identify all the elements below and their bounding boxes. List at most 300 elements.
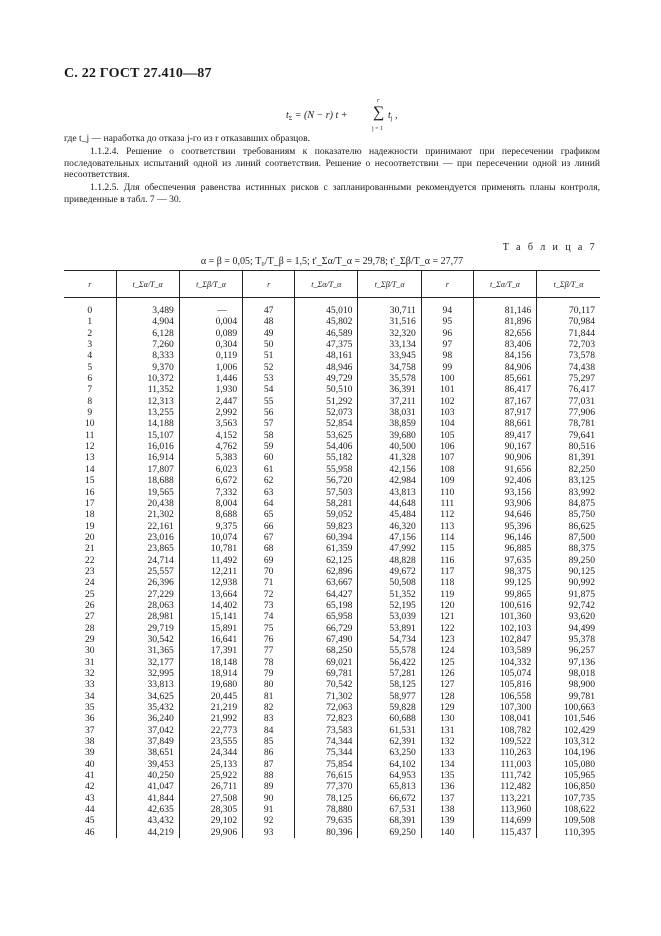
table-cell: 81,391 xyxy=(537,452,600,463)
table-cell: 57,503 xyxy=(295,487,358,498)
column-header: t_Σβ/T_α xyxy=(358,271,421,298)
table-cell: 52,854 xyxy=(295,418,358,429)
table-cell: 98 xyxy=(421,350,473,361)
table-cell: 77,906 xyxy=(537,407,600,418)
table-cell: 3,563 xyxy=(179,418,242,429)
table-cell: 2,992 xyxy=(179,407,242,418)
table-cell: 27,508 xyxy=(179,793,242,804)
table-cell: 51 xyxy=(243,350,295,361)
table-cell: 60 xyxy=(243,452,295,463)
table-cell: 134 xyxy=(421,759,473,770)
table-cell: 138 xyxy=(421,804,473,815)
table-cell: 121 xyxy=(421,611,473,622)
table-cell: 55,578 xyxy=(358,645,421,656)
table-cell: 33,813 xyxy=(116,679,179,690)
table-cell: 58,281 xyxy=(295,498,358,509)
table-row xyxy=(64,815,600,826)
formula-sum-sup: r xyxy=(377,98,380,104)
table-cell: 50,510 xyxy=(295,384,358,395)
table-cell: 95 xyxy=(421,316,473,327)
table-cell: 96,146 xyxy=(473,532,536,543)
table-cell: 64,427 xyxy=(295,589,358,600)
table-cell: 83,992 xyxy=(537,487,600,498)
table-cell: 33 xyxy=(84,679,95,691)
table-cell: 130 xyxy=(421,713,473,724)
table-cell: 128 xyxy=(421,691,473,702)
table-cell: 111,742 xyxy=(473,770,536,781)
table-cell: 95,396 xyxy=(473,521,536,532)
table-cell: 0 xyxy=(87,305,93,316)
table-cell: 45,010 xyxy=(295,298,358,317)
table-cell: 77,370 xyxy=(295,781,358,792)
table-cell: 31,516 xyxy=(358,316,421,327)
table-cell: 47,156 xyxy=(358,532,421,543)
table-cell: 26,711 xyxy=(179,781,242,792)
table-cell: 13 xyxy=(84,452,95,464)
table-cell: 100 xyxy=(421,373,473,384)
table-cell: 55,182 xyxy=(295,452,358,463)
table-cell: 86,625 xyxy=(537,521,600,532)
table-cell: 84,906 xyxy=(473,362,536,373)
table-cell: 25,922 xyxy=(179,770,242,781)
table-row xyxy=(64,657,600,668)
table-cell: 56,720 xyxy=(295,475,358,486)
table-cell: 66,729 xyxy=(295,623,358,634)
table-cell: 19 xyxy=(84,520,95,532)
table-cell: 55,958 xyxy=(295,464,358,475)
table-cell: 46,589 xyxy=(295,328,358,339)
table-cell: 6,672 xyxy=(179,475,242,486)
table-cell: 78,781 xyxy=(537,418,600,429)
table-row xyxy=(64,430,600,441)
table-cell: 133 xyxy=(421,747,473,758)
table-cell: 89,250 xyxy=(537,555,600,566)
table-cell: 91,656 xyxy=(473,464,536,475)
table-cell: 80 xyxy=(243,679,295,690)
table-cell: 7,332 xyxy=(179,487,242,498)
table-cell: 48 xyxy=(243,316,295,327)
table-row xyxy=(64,691,600,702)
table-cell: 12,211 xyxy=(179,566,242,577)
table-row xyxy=(64,498,600,509)
table-cell: 76,615 xyxy=(295,770,358,781)
table-cell: 33,134 xyxy=(358,339,421,350)
table-cell: 90,167 xyxy=(473,441,536,452)
table-cell: 36 xyxy=(84,713,95,725)
table-row xyxy=(64,804,600,815)
table-cell: 69,250 xyxy=(358,827,421,838)
table-cell: 56 xyxy=(243,407,295,418)
table-cell: 57 xyxy=(243,418,295,429)
table-cell: 75,344 xyxy=(295,747,358,758)
table-cell: 88 xyxy=(243,770,295,781)
table-cell: 49,672 xyxy=(358,566,421,577)
table-cell: 88,661 xyxy=(473,418,536,429)
table-cell: 11,352 xyxy=(116,384,179,395)
table-cell: 52 xyxy=(243,362,295,373)
table-cell: 36,391 xyxy=(358,384,421,395)
table-cell: 82,656 xyxy=(473,328,536,339)
table-cell: 79,641 xyxy=(537,430,600,441)
table-cell: 83,125 xyxy=(537,475,600,486)
table-cell: 14,188 xyxy=(116,418,179,429)
table-cell: 48,161 xyxy=(295,350,358,361)
table-cell: 21 xyxy=(84,543,95,555)
table-cell: 59,823 xyxy=(295,521,358,532)
table-row xyxy=(64,747,600,758)
table-cell: 101,546 xyxy=(537,713,600,724)
table-cell: 65,958 xyxy=(295,611,358,622)
table-cell: 24 xyxy=(84,577,95,589)
table-cell: 108,622 xyxy=(537,804,600,815)
table-cell: 26,396 xyxy=(116,577,179,588)
column-header: t_Σβ/T_α xyxy=(179,271,242,298)
table-cell: 19,680 xyxy=(179,679,242,690)
table-cell: 63,250 xyxy=(358,747,421,758)
table-cell: 71,302 xyxy=(295,691,358,702)
table-cell: 44 xyxy=(84,804,95,816)
table-cell: 11,492 xyxy=(179,555,242,566)
table-cell: 96 xyxy=(421,328,473,339)
table-cell: 78,125 xyxy=(295,793,358,804)
table-cell: 136 xyxy=(421,781,473,792)
page-header: С. 22 ГОСТ 27.410—87 xyxy=(64,66,212,81)
table-cell: 68,250 xyxy=(295,645,358,656)
table-cell: 34,625 xyxy=(116,691,179,702)
table-cell: 42,984 xyxy=(358,475,421,486)
table-cell: 70,542 xyxy=(295,679,358,690)
table-cell: 69,021 xyxy=(295,657,358,668)
table-cell: 108 xyxy=(421,464,473,475)
table-cell: 61,531 xyxy=(358,725,421,736)
table-cell: 10,781 xyxy=(179,543,242,554)
table-cell: 60,688 xyxy=(358,713,421,724)
table-cell: 22,773 xyxy=(179,725,242,736)
table-row xyxy=(64,441,600,452)
table-cell: 1 xyxy=(87,316,93,328)
table-cell: 18 xyxy=(84,509,95,521)
table-cell: 33,945 xyxy=(358,350,421,361)
table-cell: 55 xyxy=(243,396,295,407)
formula xyxy=(286,98,436,136)
table-row xyxy=(64,373,600,384)
table-cell: 37,849 xyxy=(116,736,179,747)
table-cell: 94 xyxy=(421,298,473,317)
table-caption: Т а б л и ц а 7 xyxy=(502,242,597,253)
table-cell: 67,531 xyxy=(358,804,421,815)
table-cell: 28,063 xyxy=(116,600,179,611)
table-cell: 105,074 xyxy=(473,668,536,679)
table-cell: 9,370 xyxy=(116,362,179,373)
table-cell: 46,320 xyxy=(358,521,421,532)
table-cell: 45,802 xyxy=(295,316,358,327)
table-cell: 75,854 xyxy=(295,759,358,770)
table-row xyxy=(64,396,600,407)
table-cell: 93,620 xyxy=(537,611,600,622)
table-cell: 91 xyxy=(243,804,295,815)
table-cell: 102,847 xyxy=(473,634,536,645)
table-cell: 115,437 xyxy=(473,827,536,838)
table-cell: 81 xyxy=(243,691,295,702)
table-cell: 41 xyxy=(84,770,95,782)
table-cell: 88,375 xyxy=(537,543,600,554)
table-cell: 7,260 xyxy=(116,339,179,350)
table-cell: 93,156 xyxy=(473,487,536,498)
table-row xyxy=(64,328,600,339)
table-cell: 63,667 xyxy=(295,577,358,588)
table-cell: 49,729 xyxy=(295,373,358,384)
table-row xyxy=(64,736,600,747)
table-cell: 40,500 xyxy=(358,441,421,452)
table-cell: 0,119 xyxy=(179,350,242,361)
table-row xyxy=(64,679,600,690)
table-row xyxy=(64,589,600,600)
table-cell: 113,960 xyxy=(473,804,536,815)
table-row xyxy=(64,543,600,554)
table-cell: 111 xyxy=(421,498,473,509)
data-table xyxy=(64,270,600,838)
table-cell: 99,865 xyxy=(473,589,536,600)
table-cell: 48,946 xyxy=(295,362,358,373)
table-cell: 18,148 xyxy=(179,657,242,668)
table-cell: 32 xyxy=(84,668,95,679)
table-cell: 59,828 xyxy=(358,702,421,713)
column-header: r xyxy=(64,271,116,298)
table-cell: 111,003 xyxy=(473,759,536,770)
column-header: t_Σα/T_α xyxy=(116,271,179,298)
table-cell: 84 xyxy=(243,725,295,736)
table-cell: 18,914 xyxy=(179,668,242,679)
table-cell: 65 xyxy=(243,509,295,520)
table-cell: 61,359 xyxy=(295,543,358,554)
table-cell: 64,953 xyxy=(358,770,421,781)
table-cell: 105,965 xyxy=(537,770,600,781)
table-cell: 78,880 xyxy=(295,804,358,815)
table-cell: 50 xyxy=(243,339,295,350)
table-row xyxy=(64,362,600,373)
table-row xyxy=(64,623,600,634)
table-cell: 123 xyxy=(421,634,473,645)
table-cell: 95,378 xyxy=(537,634,600,645)
table-cell: 80,396 xyxy=(295,827,358,838)
table-cell: 32,995 xyxy=(116,668,179,679)
table-cell: 112,482 xyxy=(473,781,536,792)
table-cell: 82,250 xyxy=(537,464,600,475)
table-cell: 32,177 xyxy=(116,657,179,668)
table-cell: 31 xyxy=(84,656,95,668)
table-cell: 66 xyxy=(243,521,295,532)
table-cell: 37,211 xyxy=(358,396,421,407)
table-cell: 85 xyxy=(243,736,295,747)
table-cell: 23,555 xyxy=(179,736,242,747)
table-cell: 122 xyxy=(421,623,473,634)
table-row xyxy=(64,611,600,622)
sum-symbol: ∑ xyxy=(373,104,385,121)
table-cell: 85,661 xyxy=(473,373,536,384)
table-cell: 87,167 xyxy=(473,396,536,407)
table-cell: 110,395 xyxy=(537,827,600,838)
table-cell: 52,073 xyxy=(295,407,358,418)
table-cell: 64 xyxy=(243,498,295,509)
table-cell: 135 xyxy=(421,770,473,781)
table-cell: 124 xyxy=(421,645,473,656)
table-cell: 29,102 xyxy=(179,815,242,826)
table-cell: 23 xyxy=(84,565,95,577)
table-cell: 97 xyxy=(421,339,473,350)
table-row xyxy=(64,577,600,588)
table-cell: 2 xyxy=(87,327,93,339)
table-cell: — xyxy=(179,298,242,317)
table-cell: 39,680 xyxy=(358,430,421,441)
table-cell: 23,865 xyxy=(116,543,179,554)
table-cell: 52,195 xyxy=(358,600,421,611)
table-cell: 53,039 xyxy=(358,611,421,622)
table-row xyxy=(64,645,600,656)
table-cell: 67,490 xyxy=(295,634,358,645)
table-cell: 76 xyxy=(243,634,295,645)
table-cell: 13,255 xyxy=(116,407,179,418)
table-cell: 41,047 xyxy=(116,781,179,792)
table-row xyxy=(64,793,600,804)
table-cell: 8,004 xyxy=(179,498,242,509)
table-cell: 11 xyxy=(85,429,95,441)
table-cell: 96,885 xyxy=(473,543,536,554)
table-cell: 22,161 xyxy=(116,521,179,532)
table-cell: 14 xyxy=(84,463,95,475)
table-cell: 4,152 xyxy=(179,430,242,441)
table-cell: 87 xyxy=(243,759,295,770)
table-row xyxy=(64,298,600,317)
table-cell: 15,141 xyxy=(179,611,242,622)
table-row xyxy=(64,509,600,520)
table-cell: 64,102 xyxy=(358,759,421,770)
table-cell: 76,417 xyxy=(537,384,600,395)
table-cell: 4 xyxy=(87,350,93,362)
table-cell: 77 xyxy=(243,645,295,656)
table-cell: 129 xyxy=(421,702,473,713)
table-cell: 96,257 xyxy=(537,645,600,656)
table-cell: 51,352 xyxy=(358,589,421,600)
table-row xyxy=(64,532,600,543)
table-row xyxy=(64,521,600,532)
table-cell: 26 xyxy=(84,599,95,611)
table-cell: 107,300 xyxy=(473,702,536,713)
table-cell: 98,018 xyxy=(537,668,600,679)
table-cell: 104,196 xyxy=(537,747,600,758)
table-cell: 104 xyxy=(421,418,473,429)
table-cell: 9,375 xyxy=(179,521,242,532)
table-cell: 102,103 xyxy=(473,623,536,634)
table-cell: 2,447 xyxy=(179,396,242,407)
table-cell: 23,016 xyxy=(116,532,179,543)
table-cell: 86,417 xyxy=(473,384,536,395)
table-cell: 92,742 xyxy=(537,600,600,611)
table-cell: 117 xyxy=(421,566,473,577)
table-cell: 116 xyxy=(421,555,473,566)
table-header-row xyxy=(64,271,600,298)
table-row xyxy=(64,555,600,566)
table-row xyxy=(64,418,600,429)
table-cell: 31,365 xyxy=(116,645,179,656)
table-cell: 49 xyxy=(243,328,295,339)
table-cell: 78 xyxy=(243,657,295,668)
column-header: t_Σα/T_α xyxy=(473,271,536,298)
table-cell: 0,089 xyxy=(179,328,242,339)
table-cell: 18,688 xyxy=(116,475,179,486)
table-cell: 15,107 xyxy=(116,430,179,441)
table-cell: 89,417 xyxy=(473,430,536,441)
table-cell: 22 xyxy=(84,554,95,566)
table-cell: 67 xyxy=(243,532,295,543)
table-cell: 4,904 xyxy=(116,316,179,327)
table-cell: 74,438 xyxy=(537,362,600,373)
table-cell: 62,125 xyxy=(295,555,358,566)
table-cell: 99,781 xyxy=(537,691,600,702)
table-cell: 43,813 xyxy=(358,487,421,498)
table-cell: 72,703 xyxy=(537,339,600,350)
table-row xyxy=(64,464,600,475)
table-cell: 53,891 xyxy=(358,623,421,634)
table-cell: 38,031 xyxy=(358,407,421,418)
table-cell: 39 xyxy=(84,747,95,759)
table-cell: 101 xyxy=(421,384,473,395)
table-cell: 48,828 xyxy=(358,555,421,566)
table-cell: 6,128 xyxy=(116,328,179,339)
table-cell: 35 xyxy=(84,702,95,714)
table-cell: 113 xyxy=(421,521,473,532)
table-cell: 15 xyxy=(84,475,95,487)
table-cell: 25 xyxy=(84,588,95,600)
table-cell: 100,663 xyxy=(537,702,600,713)
table-cell: 27,229 xyxy=(116,589,179,600)
table-cell: 79 xyxy=(243,668,295,679)
table-cell: 17,391 xyxy=(179,645,242,656)
table-cell: 59 xyxy=(243,441,295,452)
table-cell: 53 xyxy=(243,373,295,384)
table-cell: 83,406 xyxy=(473,339,536,350)
column-header: t_Σβ/T_α xyxy=(537,271,600,298)
table-cell: 53,625 xyxy=(295,430,358,441)
table-cell: 6 xyxy=(87,373,93,385)
table-cell: 70,117 xyxy=(537,298,600,317)
table-row xyxy=(64,827,600,838)
table-cell: 108,782 xyxy=(473,725,536,736)
table-cell: 91,875 xyxy=(537,589,600,600)
table-row xyxy=(64,407,600,418)
table-cell: 35,432 xyxy=(116,702,179,713)
table-cell: 9 xyxy=(87,407,93,419)
table-row xyxy=(64,702,600,713)
table-cell: 109 xyxy=(421,475,473,486)
table-cell: 93 xyxy=(243,827,295,838)
table-cell: 24,344 xyxy=(179,747,242,758)
table-cell: 137 xyxy=(421,793,473,804)
table-cell: 43,432 xyxy=(116,815,179,826)
table-cell: 105,080 xyxy=(537,759,600,770)
table-cell: 104,332 xyxy=(473,657,536,668)
table-cell: 108,041 xyxy=(473,713,536,724)
table-cell: 59,052 xyxy=(295,509,358,520)
table-cell: 125 xyxy=(421,657,473,668)
table-cell: 119 xyxy=(421,589,473,600)
table-cell: 28 xyxy=(84,622,95,634)
table-cell: 101,360 xyxy=(473,611,536,622)
table-cell: 8,333 xyxy=(116,350,179,361)
table-cell: 81,896 xyxy=(473,316,536,327)
table-cell: 7 xyxy=(87,384,93,396)
table-cell: 42,156 xyxy=(358,464,421,475)
paragraph-1-1-2-4: 1.1.2.4. Решение о соответствии требованиям к показателю надежности принимают при пересечении графиком последовательных испытаний одной из линий соответствия. Решение о несоответствии — при пересечении одной из линий несоответствия. xyxy=(64,146,600,181)
